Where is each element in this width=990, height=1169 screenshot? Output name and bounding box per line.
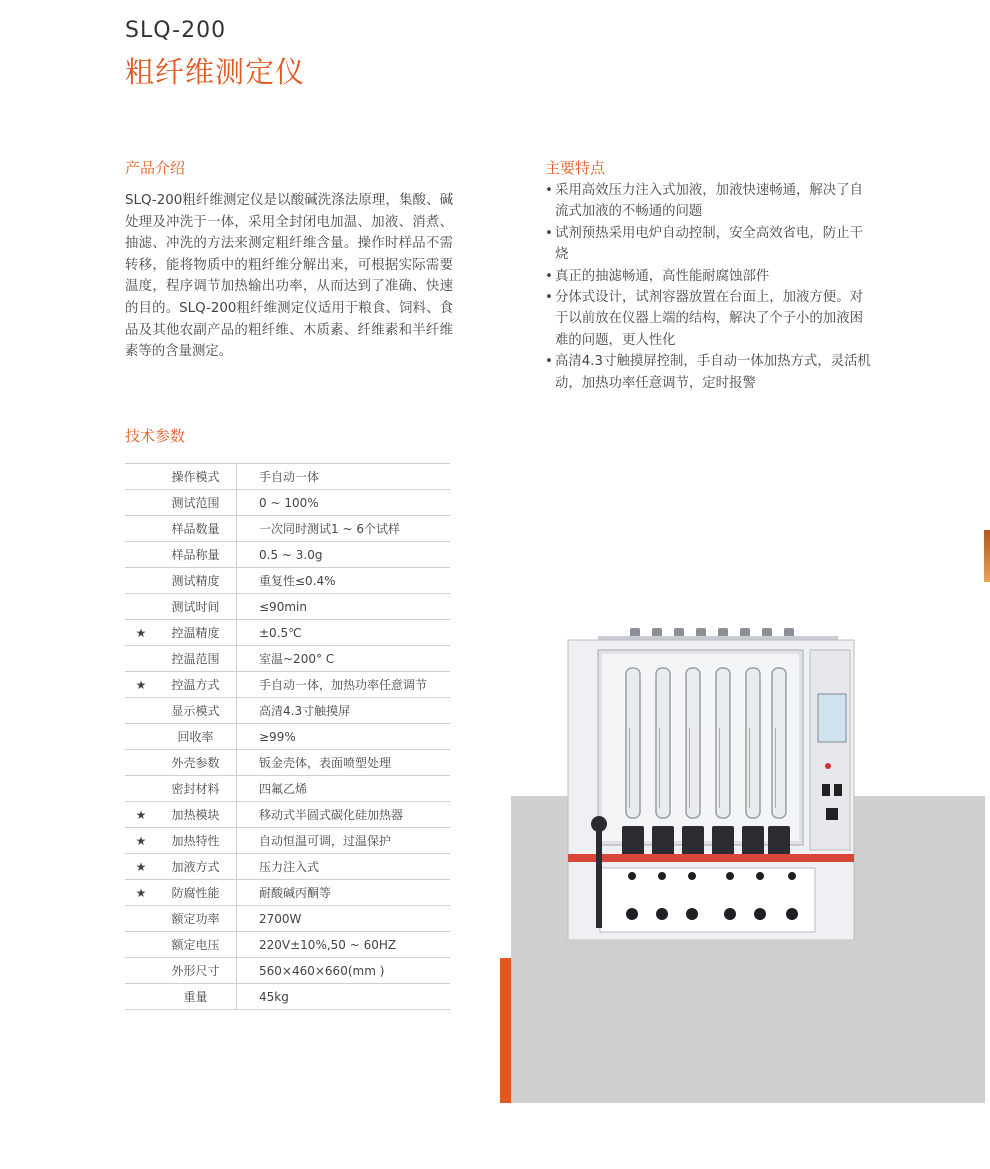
features-heading: 主要特点 — [545, 159, 606, 177]
table-row — [125, 906, 450, 932]
spec-name: 回收率 — [157, 724, 237, 750]
star-icon: ★ — [125, 802, 157, 828]
table-row — [125, 880, 450, 906]
star-icon — [125, 594, 157, 620]
spec-name: 样品称量 — [157, 542, 237, 568]
model-number: SLQ-200 — [125, 18, 227, 43]
spec-value: 手自动一体，加热功率任意调节 — [237, 672, 451, 698]
star-icon — [125, 724, 157, 750]
star-icon: ★ — [125, 828, 157, 854]
spec-name: 控温精度 — [157, 620, 237, 646]
table-row — [125, 854, 450, 880]
star-icon — [125, 490, 157, 516]
accent-bar — [500, 958, 511, 1103]
star-icon — [125, 906, 157, 932]
feature-text: 高清4.3寸触摸屏控制，手自动一体加热方式，灵活机动，加热功率任意调节，定时报警 — [555, 354, 871, 391]
spec-name: 密封材料 — [157, 776, 237, 802]
spec-name: 控温方式 — [157, 672, 237, 698]
bullet-dot: • — [545, 268, 553, 284]
spec-value: 0 ~ 100% — [237, 490, 451, 516]
star-icon: ★ — [125, 880, 157, 906]
feature-text: 分体式设计，试剂容器放置在台面上，加液方便。对于以前放在仪器上端的结构，解决了个子小的加液困难的问题，更人性化 — [555, 290, 863, 348]
spec-value: 钣金壳体，表面喷塑处理 — [237, 750, 451, 776]
spec-value: 220V±10%,50 ~ 60HZ — [237, 932, 451, 958]
spec-name: 操作模式 — [157, 464, 237, 490]
table-row — [125, 646, 450, 672]
spec-value: 四氟乙烯 — [237, 776, 451, 802]
spec-value: 0.5 ~ 3.0g — [237, 542, 451, 568]
feature-text: 采用高效压力注入式加液，加液快速畅通，解决了自流式加液的不畅通的问题 — [555, 183, 863, 220]
table-row — [125, 516, 450, 542]
spec-value: 重复性≤0.4% — [237, 568, 451, 594]
spec-name: 显示模式 — [157, 698, 237, 724]
table-row — [125, 594, 450, 620]
spec-value: 45kg — [237, 984, 451, 1010]
bullet-dot: • — [545, 290, 553, 306]
spec-value: ≥99% — [237, 724, 451, 750]
star-icon — [125, 750, 157, 776]
spec-name: 加热模块 — [157, 802, 237, 828]
star-icon — [125, 698, 157, 724]
spec-name: 加液方式 — [157, 854, 237, 880]
spec-value: 560×460×660(mm ) — [237, 958, 451, 984]
spec-value: 高清4.3寸触摸屏 — [237, 698, 451, 724]
spec-value: 手自动一体 — [237, 464, 451, 490]
table-row — [125, 828, 450, 854]
star-icon — [125, 568, 157, 594]
star-icon — [125, 542, 157, 568]
feature-item — [545, 266, 875, 287]
bullet-dot: • — [545, 354, 553, 370]
star-icon: ★ — [125, 620, 157, 646]
table-row — [125, 490, 450, 516]
spec-name: 外形尺寸 — [157, 958, 237, 984]
spec-name: 加热特性 — [157, 828, 237, 854]
feature-item — [545, 180, 875, 223]
table-row — [125, 984, 450, 1010]
edge-image-fragment — [984, 530, 990, 582]
table-row — [125, 776, 450, 802]
spec-value: 室温~200° C — [237, 646, 451, 672]
spec-value: 一次同时测试1 ~ 6个试样 — [237, 516, 451, 542]
spec-name: 额定功率 — [157, 906, 237, 932]
spec-name: 测试范围 — [157, 490, 237, 516]
spec-value: 移动式半圆式碳化硅加热器 — [237, 802, 451, 828]
star-icon: ★ — [125, 672, 157, 698]
feature-item — [545, 223, 875, 266]
feature-item — [545, 287, 875, 351]
table-row — [125, 802, 450, 828]
table-row — [125, 698, 450, 724]
table-row — [125, 958, 450, 984]
feature-item — [545, 351, 875, 394]
star-icon — [125, 776, 157, 802]
table-row — [125, 750, 450, 776]
specs-table — [125, 463, 450, 1010]
star-icon — [125, 464, 157, 490]
spec-name: 样品数量 — [157, 516, 237, 542]
star-icon — [125, 932, 157, 958]
spec-name: 重量 — [157, 984, 237, 1010]
table-row — [125, 620, 450, 646]
spec-name: 控温范围 — [157, 646, 237, 672]
spec-name: 防腐性能 — [157, 880, 237, 906]
star-icon — [125, 958, 157, 984]
intro-text: SLQ-200粗纤维测定仪是以酸碱洗涤法原理，集酸、碱处理及冲洗于一体，采用全封闭电加温、加液、消煮、抽滤、冲洗的方法来测定粗纤维含量。操作时样品不需转移，能将物质中的粗纤维分解出来，可根据实际需要温度，程序调节加热输出功率，从而达到了准确、快速的目的。SLQ-200粗纤维测定仪适用于粮食、饲料、食品及其他农副产品的粗纤维、木质素、纤维素和半纤维素等的含量测定。 — [125, 193, 453, 360]
table-row — [125, 724, 450, 750]
product-title: 粗纤维测定仪 — [125, 55, 306, 89]
table-row — [125, 568, 450, 594]
spec-value: ≤90min — [237, 594, 451, 620]
spec-value: ±0.5℃ — [237, 620, 451, 646]
intro-heading: 产品介绍 — [125, 159, 186, 177]
features-list — [545, 180, 875, 394]
spec-value: 耐酸碱丙酮等 — [237, 880, 451, 906]
spec-value: 自动恒温可调，过温保护 — [237, 828, 451, 854]
star-icon: ★ — [125, 854, 157, 880]
spec-name: 外壳参数 — [157, 750, 237, 776]
specs-heading: 技术参数 — [125, 427, 186, 445]
instrument-photo — [560, 628, 856, 940]
star-icon — [125, 646, 157, 672]
feature-text: 试剂预热采用电炉自动控制，安全高效省电，防止干烧 — [555, 225, 863, 263]
table-row — [125, 932, 450, 958]
spec-value: 压力注入式 — [237, 854, 451, 880]
spec-name: 额定电压 — [157, 932, 237, 958]
table-row — [125, 672, 450, 698]
star-icon — [125, 516, 157, 542]
spec-value: 2700W — [237, 906, 451, 932]
bullet-dot: • — [545, 225, 553, 241]
table-row — [125, 542, 450, 568]
table-row — [125, 464, 450, 490]
star-icon — [125, 984, 157, 1010]
bullet-dot: • — [545, 183, 553, 198]
spec-name: 测试精度 — [157, 568, 237, 594]
feature-text: 真正的抽滤畅通，高性能耐腐蚀部件 — [555, 268, 770, 284]
spec-name: 测试时间 — [157, 594, 237, 620]
